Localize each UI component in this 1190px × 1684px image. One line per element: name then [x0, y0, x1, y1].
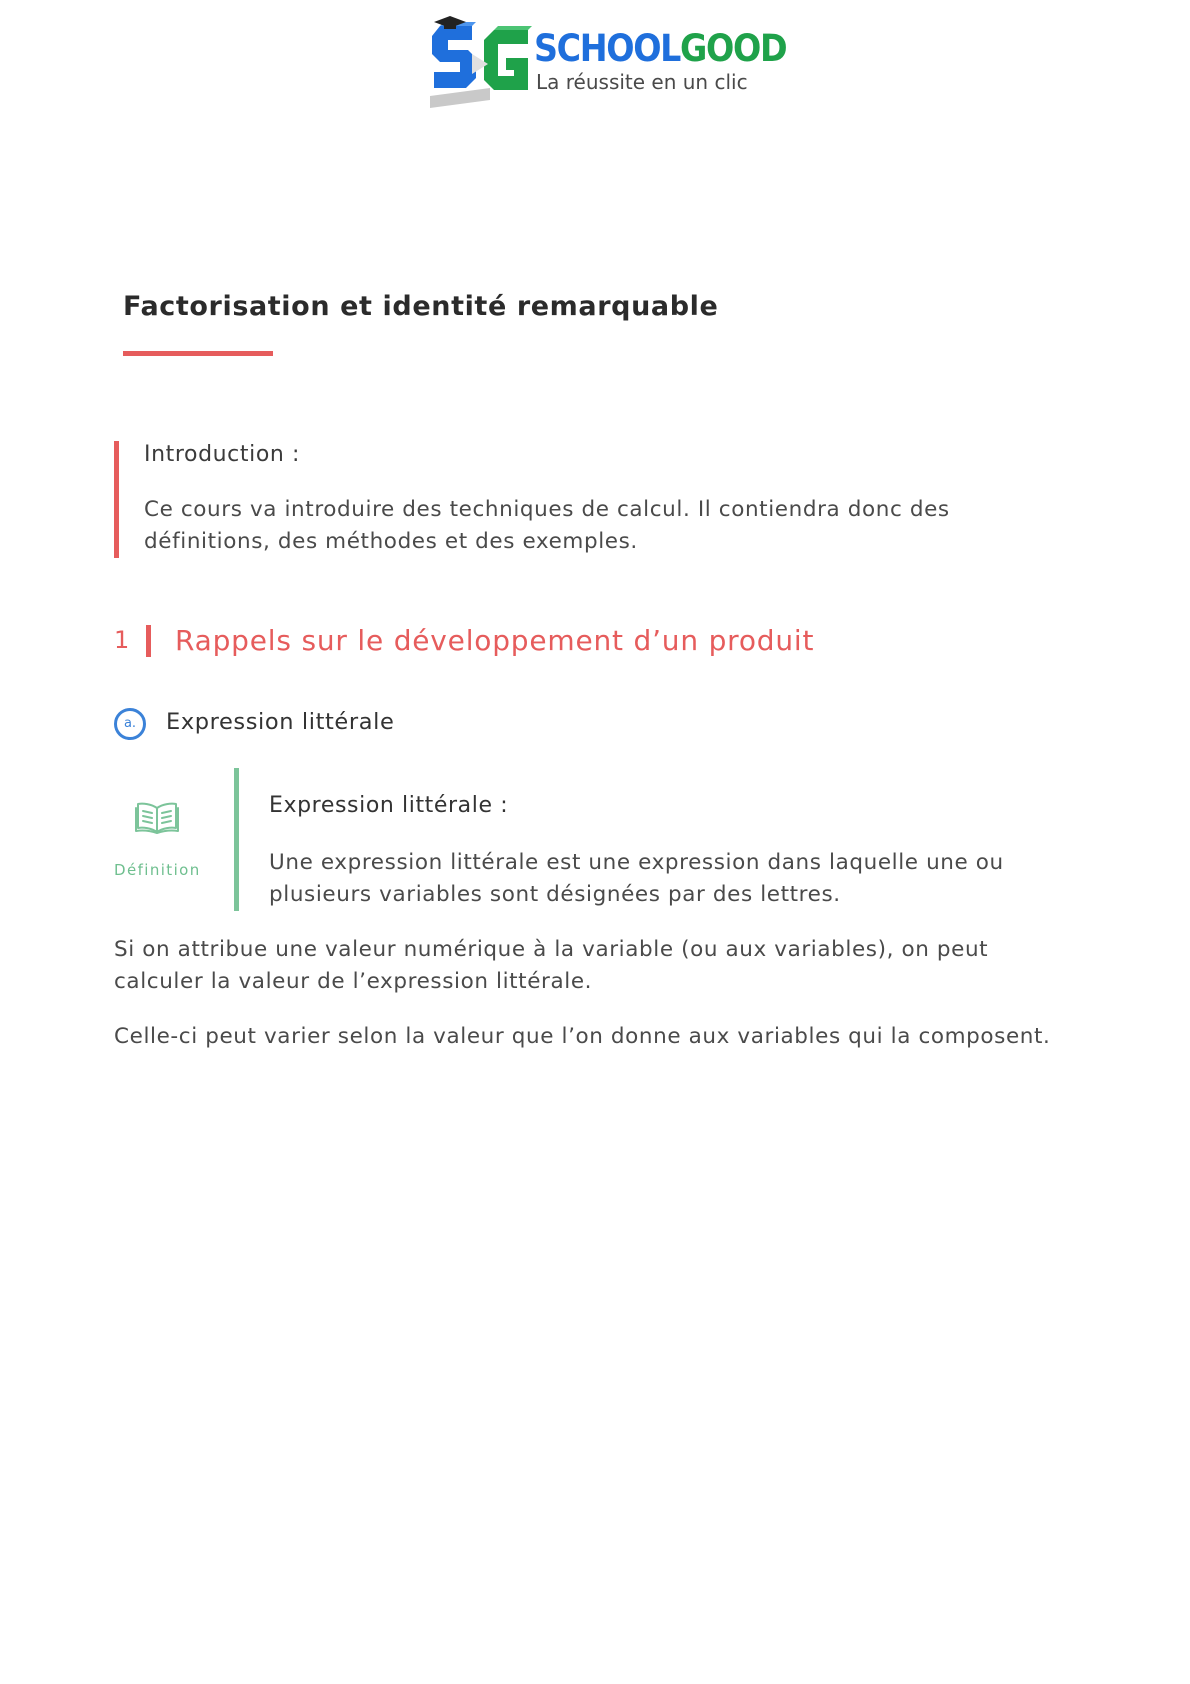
intro-text: Ce cours va introduire des techniques de calcul. Il contiendra donc des définitions, des méthodes et des exemples. [144, 497, 950, 554]
definition-accent-bar [234, 768, 239, 911]
document-title: Factorisation et identité remarquable [123, 291, 719, 322]
section-title: Rappels sur le développement d’un produit [175, 624, 815, 657]
intro-accent-bar [114, 441, 119, 558]
brand-tagline: La réussite en un clic [536, 70, 748, 94]
intro-heading: Introduction : [144, 442, 301, 467]
brand-name [534, 27, 787, 70]
section-number: 1 [114, 626, 130, 654]
sg-logo-mark-icon [426, 14, 534, 110]
schoolgood-logo [426, 14, 786, 110]
brand-name-school: SCHOOL [534, 27, 681, 70]
brand-name-good: GOOD [680, 27, 787, 70]
definition-heading: Expression littérale : [269, 793, 509, 818]
paragraph: Celle-ci peut varier selon la valeur que l’on donne aux variables qui la composent. [114, 1024, 1051, 1049]
definition-label: Définition [114, 861, 201, 879]
title-underline [123, 351, 273, 356]
section-accent-bar [146, 625, 151, 657]
subsection-badge: a. [114, 708, 146, 740]
open-book-icon [135, 800, 179, 834]
subsection-title: Expression littérale [166, 709, 395, 735]
definition-text: Une expression littérale est une expression dans laquelle une ou plusieurs variables sont désignées par des lettres. [269, 850, 1004, 907]
paragraph: Si on attribue une valeur numérique à la variable (ou aux variables), on peut calculer la valeur de l’expression littérale. [114, 937, 989, 994]
